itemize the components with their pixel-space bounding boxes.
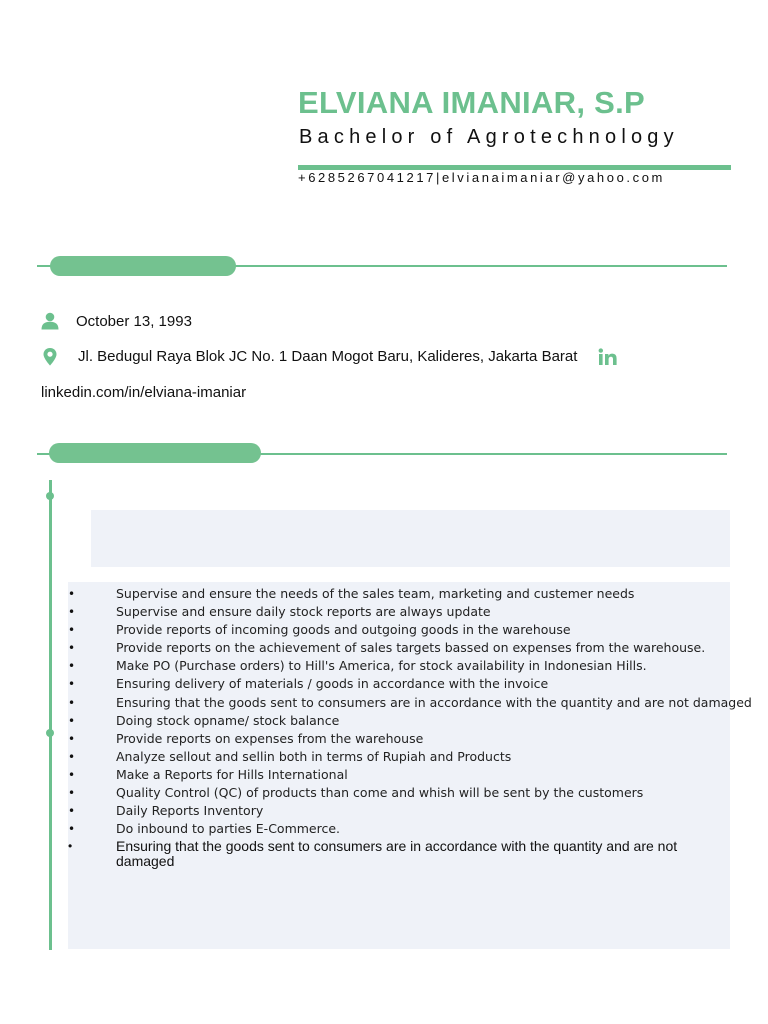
birth-date: October 13, 1993 (76, 313, 192, 330)
list-item: • Do inbound to parties E-Commerce. (68, 820, 768, 838)
list-item: • Supervise and ensure the needs of the sales team, marketing and custemer needs (68, 585, 768, 603)
list-item: • Ensuring delivery of materials / goods in accordance with the invoice (68, 675, 768, 693)
linkedin-icon (598, 348, 618, 366)
list-item: • Ensuring that the goods sent to consumers are in accordance with the quantity and are not damaged (68, 694, 768, 712)
list-item: • Daily Reports Inventory (68, 802, 768, 820)
duties-list (68, 585, 768, 869)
timeline-line (49, 480, 52, 950)
list-item: • Ensuring that the goods sent to consumers are in accordance with the quantity and are not damaged (68, 839, 714, 869)
list-item: • Quality Control (QC) of products than come and whish will be sent by the customers (68, 784, 768, 802)
experience-duties-panel (68, 582, 752, 949)
section-heading-pill-personal (50, 256, 236, 276)
address: Jl. Bedugul Raya Blok JC No. 1 Daan Mogot Baru, Kalideres, Jakarta Barat (78, 348, 578, 365)
list-item: • Provide reports of incoming goods and outgoing goods in the warehouse (68, 621, 768, 639)
location-pin-icon (42, 347, 58, 367)
list-item: • Supervise and ensure daily stock reports are always update (68, 603, 768, 621)
resume-degree: Bachelor of Agrotechnology (299, 126, 679, 148)
list-item: • Make a Reports for Hills International (68, 766, 768, 784)
list-item: • Doing stock opname/ stock balance (68, 712, 768, 730)
contact-line: +6285267041217|elvianaimaniar@yahoo.com (298, 170, 665, 185)
list-item: • Make PO (Purchase orders) to Hill's America, for stock availability in Indonesian Hills. (68, 657, 768, 675)
list-item: • Provide reports on expenses from the warehouse (68, 730, 768, 748)
section-heading-pill-experience (49, 443, 261, 463)
experience-title-panel (91, 510, 730, 567)
timeline-dot (46, 729, 54, 737)
person-icon (40, 312, 60, 330)
list-item: • Provide reports on the achievement of sales targets bassed on expenses from the warehouse. (68, 639, 768, 657)
resume-name: ELVIANA IMANIAR, S.P (298, 85, 646, 120)
linkedin-url[interactable]: linkedin.com/in/elviana-imaniar (41, 384, 247, 401)
timeline-dot (46, 492, 54, 500)
list-item: • Analyze sellout and sellin both in terms of Rupiah and Products (68, 748, 768, 766)
